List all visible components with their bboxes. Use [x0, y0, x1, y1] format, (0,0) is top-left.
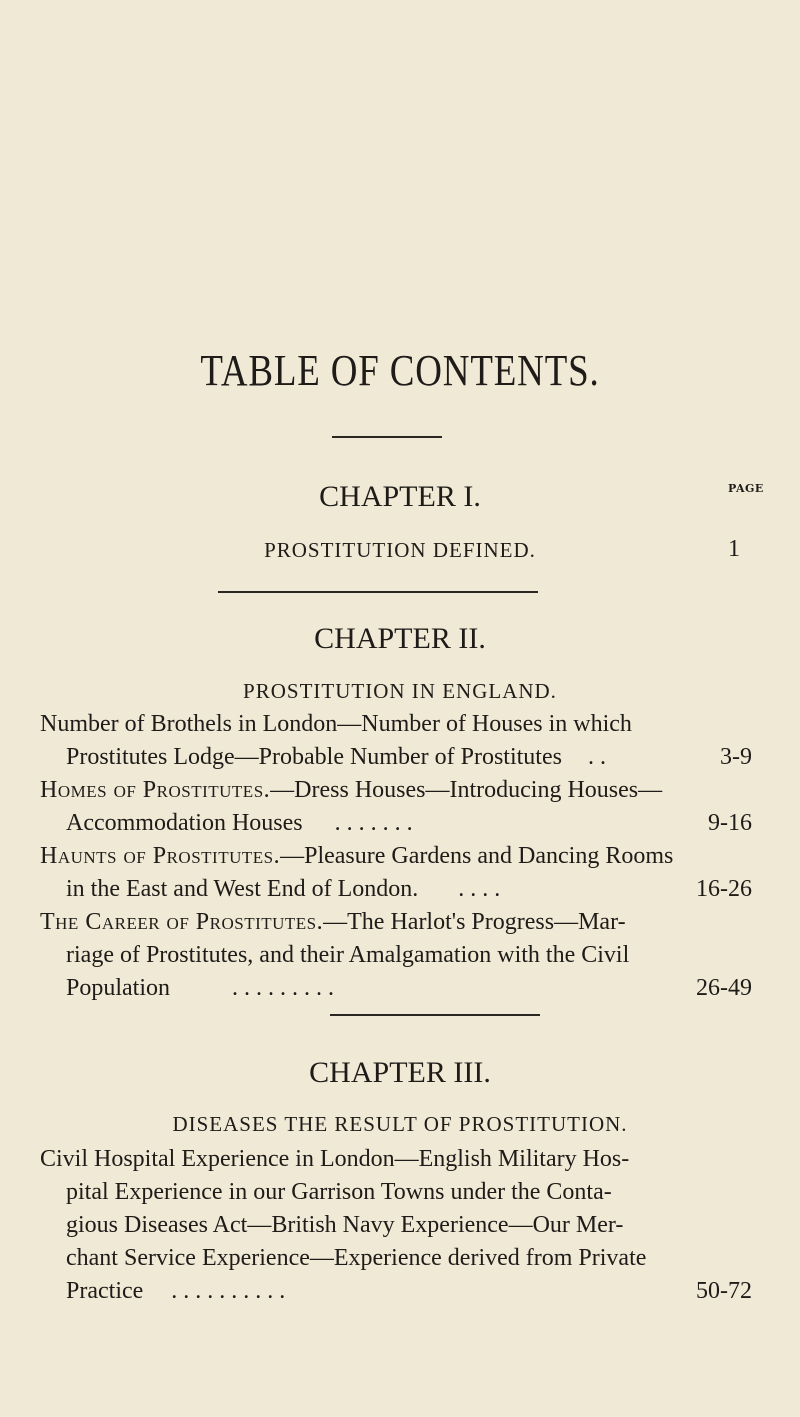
- entry-text: —Dress Houses—Introducing Houses—: [270, 777, 663, 803]
- entry-lead: Haunts of Prostitutes.: [40, 843, 281, 869]
- entry-page: 3-9: [720, 744, 752, 770]
- list-item: [40, 711, 752, 744]
- entry-text: —The Harlot's Progress—Mar-: [323, 909, 626, 935]
- list-item: [40, 1146, 752, 1179]
- entry-lead: The Career of Prostitutes.: [40, 909, 324, 935]
- chapter-1-subtitle: PROSTITUTION DEFINED.: [264, 538, 536, 562]
- list-item: [40, 876, 752, 909]
- entry-text: in the East and West End of London.: [66, 876, 419, 902]
- entry-text: riage of Prostitutes, and their Amalgamation with the Civil: [66, 942, 630, 968]
- chapter-2-entries: [40, 711, 752, 1008]
- entry-text: Accommodation Houses: [66, 810, 303, 836]
- list-item: [40, 909, 752, 942]
- divider: [332, 436, 442, 438]
- entry-page: 16-26: [696, 876, 752, 902]
- leader-dots: . . . .: [458, 876, 501, 902]
- entry-text: Number of Brothels in London—Number of Houses in which: [40, 711, 632, 737]
- page-title: TABLE OF CONTENTS.: [200, 346, 600, 395]
- page-column-label: PAGE: [728, 482, 764, 495]
- list-item: [40, 1278, 752, 1311]
- chapter-3-entries: [40, 1146, 752, 1311]
- list-item: [40, 777, 752, 810]
- list-item: [40, 744, 752, 777]
- chapter-1-heading: CHAPTER I.: [319, 480, 481, 513]
- chapter-2-subtitle: PROSTITUTION IN ENGLAND.: [243, 679, 557, 703]
- chapter-3-subtitle: DISEASES THE RESULT OF PROSTITUTION.: [172, 1112, 628, 1136]
- entry-text: Practice: [66, 1278, 144, 1304]
- entry-text: chant Service Experience—Experience derived from Private: [66, 1245, 647, 1271]
- divider: [330, 1014, 540, 1016]
- entry-text: Population: [66, 975, 171, 1001]
- chapter-1-page: 1: [728, 536, 740, 562]
- divider: [218, 591, 538, 593]
- leader-dots: . . . . . . . . . .: [171, 1278, 286, 1304]
- entry-text: Prostitutes Lodge—Probable Number of Prostitutes: [66, 744, 562, 770]
- list-item: [40, 1245, 752, 1278]
- entry-text: Civil Hospital Experience in London—English Military Hos-: [40, 1146, 630, 1172]
- list-item: [40, 843, 752, 876]
- leader-dots: . . . . . . . . .: [232, 975, 335, 1001]
- list-item: [40, 942, 752, 975]
- leader-dots: . . . . . . .: [334, 810, 413, 836]
- entry-page: 50-72: [696, 1278, 752, 1304]
- chapter-2-heading: CHAPTER II.: [314, 622, 486, 655]
- list-item: [40, 810, 752, 843]
- entry-text: gious Diseases Act—British Navy Experience—Our Mer-: [66, 1212, 624, 1238]
- entry-text: pital Experience in our Garrison Towns under the Conta-: [66, 1179, 612, 1205]
- chapter-3-heading: CHAPTER III.: [309, 1056, 491, 1089]
- entry-text: —Pleasure Gardens and Dancing Rooms: [280, 843, 674, 869]
- list-item: [40, 1179, 752, 1212]
- list-item: [40, 975, 752, 1008]
- entry-page: 26-49: [696, 975, 752, 1001]
- leader-dots: . .: [587, 744, 606, 770]
- list-item: [40, 1212, 752, 1245]
- entry-page: 9-16: [708, 810, 752, 836]
- entry-lead: Homes of Prostitutes.: [40, 777, 271, 803]
